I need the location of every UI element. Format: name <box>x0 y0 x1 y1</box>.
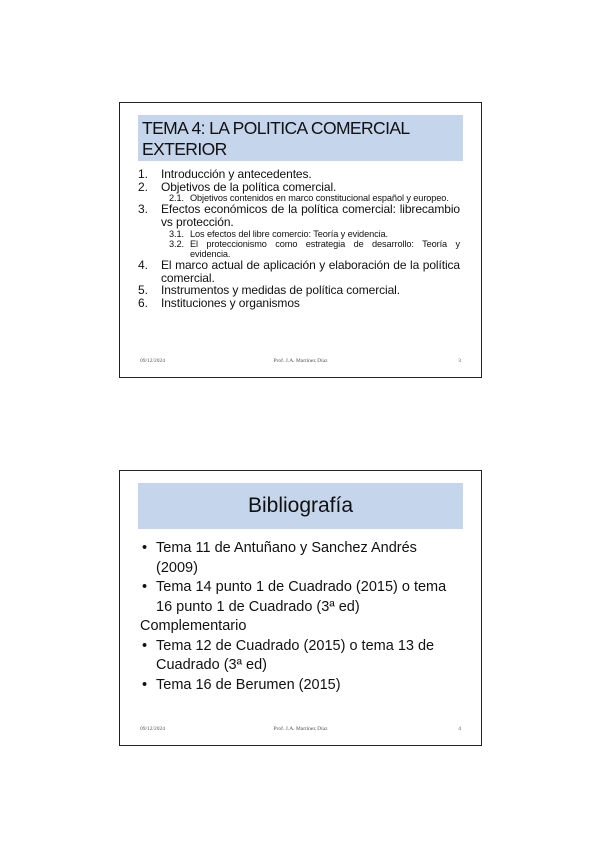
footer-page-number: 3 <box>458 358 461 364</box>
bullet-icon: • <box>142 637 148 654</box>
outline-item-number: 5. <box>138 283 148 298</box>
outline-list <box>138 168 460 310</box>
bullet-icon: • <box>142 540 148 556</box>
complementary-heading: Complementario <box>140 618 247 634</box>
slide-title: Bibliografía <box>138 483 463 529</box>
outline-item-text: El proteccionismo como estrategia de desarrollo: Teoría y evidencia. <box>190 238 460 259</box>
footer-author: Prof. J.A. Martínez Díaz <box>273 726 328 732</box>
outline-subitem <box>138 239 460 259</box>
outline-item-text: Instituciones y organismos <box>161 295 300 310</box>
outline-item-text: Instrumentos y medidas de política comercial. <box>161 283 400 298</box>
footer-page-number: 4 <box>458 726 461 732</box>
outline-item-text: Efectos económicos de la política comercial: librecambio vs protección. <box>161 202 460 229</box>
slide-title: TEMA 4: LA POLITICA COMERCIAL EXTERIOR <box>138 115 463 161</box>
slide-4 <box>119 470 482 746</box>
slide-footer <box>140 726 461 736</box>
outline-item-number: 2.1. <box>169 193 184 204</box>
footer-date: 09/12/2024 <box>140 726 166 732</box>
footer-author: Prof. J.A. Martínez Díaz <box>273 358 328 364</box>
outline-item-number: 6. <box>138 295 148 310</box>
outline-item-number: 3.1. <box>169 228 184 239</box>
bullet-icon: • <box>142 579 148 595</box>
outline-item-text: Objetivos de la política comercial. <box>161 179 337 194</box>
bibliography-text: Tema 12 de Cuadrado (2015) o tema 13 de Cuadrado (3ª ed) <box>156 637 435 673</box>
bullet-icon: • <box>142 676 148 693</box>
outline-item-number: 4. <box>138 258 148 273</box>
outline-item <box>138 203 460 228</box>
outline-subitem <box>138 229 460 239</box>
outline-item-text: Los efectos del libre comercio: Teoría y evidencia. <box>190 228 388 239</box>
bibliography-item <box>140 676 458 696</box>
outline-item <box>138 181 460 194</box>
bibliography-list <box>140 539 458 695</box>
bibliography-text: Tema 14 punto 1 de Cuadrado (2015) o tema 16 punto 1 de Cuadrado (3ª ed) <box>156 579 447 615</box>
outline-item <box>138 259 460 284</box>
slide-3 <box>119 102 482 378</box>
outline-item-number: 1. <box>138 167 148 181</box>
outline-item-text: Introducción y antecedentes. <box>161 167 312 181</box>
outline-item <box>138 297 460 310</box>
slide-footer <box>140 358 461 368</box>
bibliography-text: Tema 16 de Berumen (2015) <box>156 676 341 693</box>
outline-item-number: 2. <box>138 179 148 194</box>
outline-item-text: El marco actual de aplicación y elaboración de la política comercial. <box>161 258 460 285</box>
bibliography-item <box>140 578 458 617</box>
outline-item-number: 3. <box>138 202 148 217</box>
footer-date: 09/12/2024 <box>140 358 166 364</box>
outline-item-text: Objetivos contenidos en marco constitucional español y europeo. <box>190 193 449 204</box>
outline-item-number: 3.2. <box>169 238 184 249</box>
bibliography-text: Tema 11 de Antuñano y Sanchez Andrés (2009) <box>156 540 417 576</box>
bibliography-item <box>140 637 458 676</box>
bibliography-item <box>140 539 458 578</box>
